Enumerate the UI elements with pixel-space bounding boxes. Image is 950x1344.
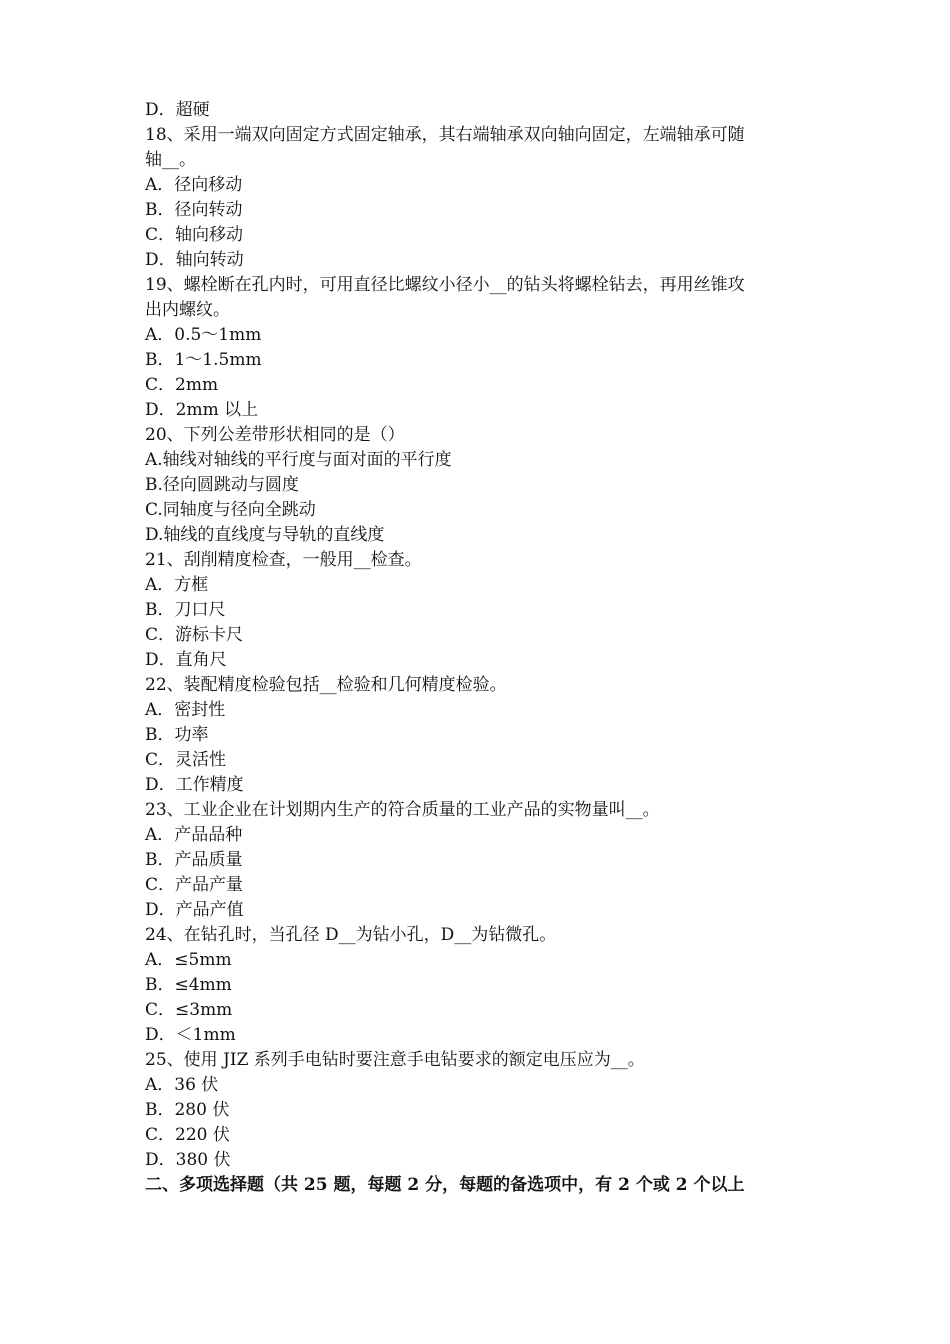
text-line: 19、螺栓断在孔内时，可用直径比螺纹小径小__的钻头将螺栓钻去，再用丝锥攻 [145, 275, 745, 295]
text-line: A．方框 [145, 575, 209, 595]
text-line: 21、刮削精度检查，一般用__检查。 [145, 550, 422, 570]
text-line: D．产品产值 [145, 900, 244, 920]
text-line: C．灵活性 [145, 750, 227, 770]
text-line: C．游标卡尺 [145, 625, 244, 645]
text-line: B．径向转动 [145, 200, 243, 220]
text-line: A．密封性 [145, 700, 226, 720]
text-line: A.轴线对轴线的平行度与面对面的平行度 [145, 450, 452, 470]
text-line: B．≤4mm [145, 975, 232, 995]
document-page [145, 98, 815, 1198]
text-line: A．36 伏 [145, 1075, 219, 1095]
text-line: D．超硬 [145, 100, 210, 120]
text-line: C．2mm [145, 375, 219, 395]
text-line: 24、在钻孔时，当孔径 D__为钻小孔，D__为钻微孔。 [145, 925, 557, 945]
text-line: B．1～1.5mm [145, 350, 262, 370]
text-line: A．≤5mm [145, 950, 232, 970]
text-line: D．直角尺 [145, 650, 227, 670]
text-line: D．＜1mm [145, 1025, 236, 1045]
text-line: B．刀口尺 [145, 600, 226, 620]
text-line: B．280 伏 [145, 1100, 230, 1120]
text-line: C.同轴度与径向全跳动 [145, 500, 316, 520]
text-line: 18、采用一端双向固定方式固定轴承，其右端轴承双向轴向固定，左端轴承可随 [145, 125, 745, 145]
text-line: C．≤3mm [145, 1000, 233, 1020]
text-line: 23、工业企业在计划期内生产的符合质量的工业产品的实物量叫__。 [145, 800, 660, 820]
text-line: B．功率 [145, 725, 209, 745]
text-line: 25、使用 JIZ 系列手电钻时要注意手电钻要求的额定电压应为__。 [145, 1050, 645, 1070]
text-line: 轴__。 [145, 150, 196, 170]
text-line: D．2mm 以上 [145, 400, 259, 420]
text-line: A．径向移动 [145, 175, 243, 195]
text-line: D．工作精度 [145, 775, 244, 795]
text-line: 22、装配精度检验包括__检验和几何精度检验。 [145, 675, 507, 695]
question-list [145, 98, 815, 1173]
text-line: B．产品质量 [145, 850, 243, 870]
text-line: A．0.5～1mm [145, 325, 262, 345]
text-line: C．轴向移动 [145, 225, 244, 245]
text-line: D．轴向转动 [145, 250, 244, 270]
text-line: 出内螺纹。 [145, 300, 230, 320]
text-line: C．220 伏 [145, 1125, 230, 1145]
text-line: A．产品品种 [145, 825, 243, 845]
text-line: 20、下列公差带形状相同的是（） [145, 425, 405, 445]
text-line: D.轴线的直线度与导轨的直线度 [145, 525, 385, 545]
text-line: C．产品产量 [145, 875, 244, 895]
section-heading: 二、多项选择题（共 25 题，每题 2 分，每题的备选项中，有 2 个或 2 个以上 [145, 1175, 745, 1195]
text-line: B.径向圆跳动与圆度 [145, 475, 299, 495]
text-line: D．380 伏 [145, 1150, 231, 1170]
